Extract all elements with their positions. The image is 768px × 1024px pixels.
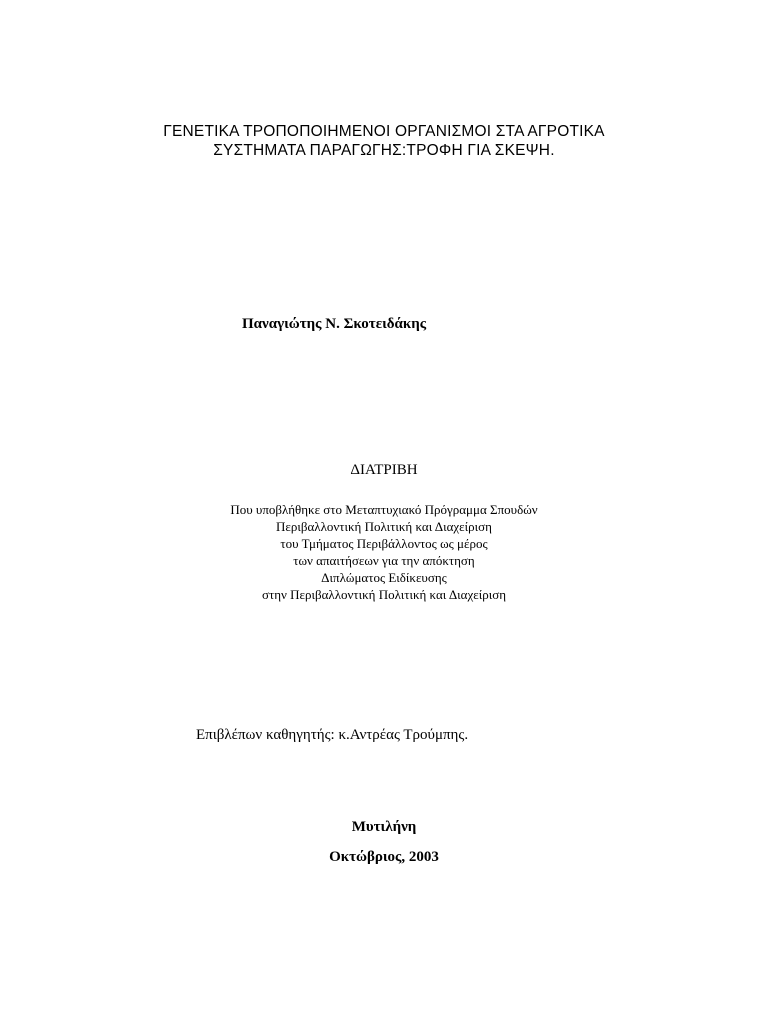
statement-line-3: του Τμήματος Περιβάλλοντος ως μέρος xyxy=(280,536,488,551)
statement-line-4: των απαιτήσεων για την απόκτηση xyxy=(293,553,475,568)
statement-line-1: Που υποβλήθηκε στο Μεταπτυχιακό Πρόγραμμα Σπουδών xyxy=(230,502,538,517)
statement-line-2: Περιβαλλοντική Πολιτική και Διαχείριση xyxy=(276,519,492,534)
statement-line-6: στην Περιβαλλοντική Πολιτική και Διαχείριση xyxy=(261,587,507,602)
author-name: Παναγιώτης Ν. Σκοτειδάκης xyxy=(242,316,427,332)
submission-date: Οκτώβριος, 2003 xyxy=(329,849,439,865)
supervisor-line: Επιβλέπων καθηγητής: κ.Αντρέας Τρούμπης. xyxy=(196,727,469,743)
title-line-1: ΓΕΝΕΤΙΚΑ ΤΡΟΠΟΠΟΙΗΜΕΝΟΙ ΟΡΓΑΝΙΣΜΟΙ ΣΤΑ ΑΓΡΟΤΙΚΑ xyxy=(163,123,605,140)
document-title xyxy=(0,122,768,160)
thesis-label: ΔΙΑΤΡΙΒΗ xyxy=(350,462,418,478)
statement-line-5: Διπλώματος Ειδίκευσης xyxy=(321,570,447,585)
title-line-2: ΣΥΣΤΗΜΑΤΑ ΠΑΡΑΓΩΓΗΣ:ΤΡΟΦΗ ΓΙΑ ΣΚΕΨΗ. xyxy=(213,142,555,159)
place-name: Μυτιλήνη xyxy=(351,819,417,835)
submission-statement xyxy=(0,501,768,603)
